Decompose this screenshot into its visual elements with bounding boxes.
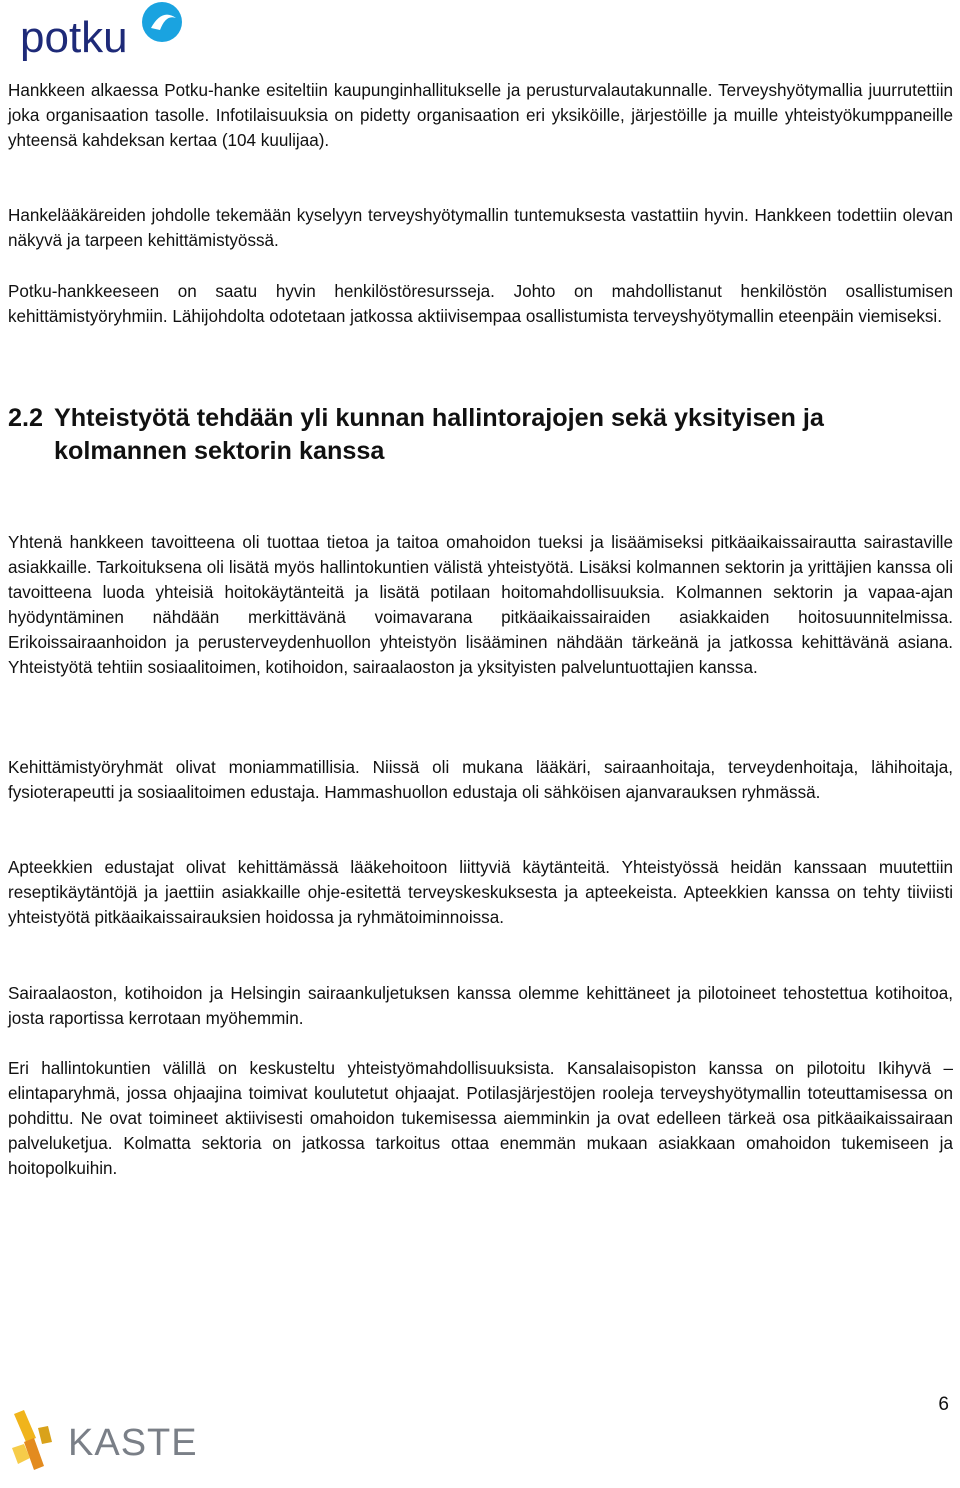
paragraph-sentence: Kolmannen sektorin ja vapaa-ajan hyödyntäminen nähdään merkittävänä voimavarana pitkäaikaissairaiden asiakkaiden hoitosuunnitelmissa. — [8, 583, 954, 627]
paragraph-sentence: Kolmatta sektoria on jatkossa tarkoitus ottaa enemmän mukaan asiakkaan omahoidon tukemiseen ja hoitopolkuihin. — [8, 1134, 953, 1178]
section-number: 2.2 — [8, 404, 44, 432]
paragraph-sentence: Apteekkien kanssa on tehty tiiviisti yhteistyötä pitkäaikaissairauksien hoidossa ja ryhmätoiminnoissa. — [8, 883, 953, 927]
potku-logo-text: potku — [20, 13, 128, 62]
paragraph-sentence: Hammashuollon edustaja oli sähköisen ajanvarauksen ryhmässä. — [319, 783, 821, 802]
paragraph-sentence: Infotilaisuuksia on pidetty organisaation eri yksiköille, järjestöille ja muille yhteistyökumppaneille yhteensä kahdeksan kertaa (104 kuulijaa). — [8, 106, 953, 150]
kaste-logo-mark — [12, 1410, 52, 1470]
paragraph-sentence: Yhteistyötä tehtiin sosiaalitoimen, kotihoidon, sairaalaoston ja yksityisten palveluntuottajien kanssa. — [8, 658, 758, 677]
paragraph-sentence: Ne ovat toimineet aktiivisesti omahoidon tukemisessa aiemminkin ja ovat edelleen tärkeä osa pitkäaikaissairaan palveluketjua. — [8, 1109, 953, 1153]
paragraph-sentence: Tarkoituksena oli lisätä myös hallintokuntien välistä yhteistyötä. — [91, 558, 574, 577]
paragraph-sentence: Niissä oli mukana lääkäri, sairaanhoitaja, terveydenhoitaja, lähihoitaja, fysioterapeutti ja sosiaalitoimen edustaja. — [8, 758, 953, 802]
potku-logo — [20, 0, 190, 64]
paragraph-pharmacies — [8, 855, 953, 930]
paragraph-sentence: Potku-hankkeeseen on saatu hyvin henkilöstöresursseja. — [8, 282, 495, 301]
section-title-line1: Yhteistyötä tehdään yli kunnan hallintorajojen sekä yksityisen ja — [54, 404, 824, 432]
paragraph-sentence: Lähijohdolta odotetaan jatkossa aktiivisempaa osallistumista terveyshyötymallin eteenpäin viemiseksi. — [167, 307, 942, 326]
paragraph-sentence: Yhteistyössä heidän kanssaan muutettiin reseptikäytäntöjä ja jaettiin asiakkaille ohje-esitettä terveyskeskuksesta ja apteekeista. — [8, 858, 954, 902]
paragraph-cooperation — [8, 1056, 953, 1181]
paragraph-goals — [8, 530, 953, 680]
paragraph-sentence: Yhtenä hankkeen tavoitteena oli tuottaa tietoa ja taitoa omahoidon tueksi ja lisäämiseksi pitkäaikaissairautta sairastaville asiakkaille. — [8, 533, 953, 577]
page-number: 6 — [938, 1394, 949, 1415]
paragraph-sentence: Kansalaisopiston kanssa on pilotoitu Ikihyvä –elintaparyhmä, jossa ohjaajina toimivat koulutetut ohjaajat. — [8, 1059, 953, 1103]
paragraph-sentence: Apteekkien edustajat olivat kehittämässä lääkehoitoon liittyviä käytänteitä. — [8, 858, 610, 877]
paragraph-working-groups — [8, 755, 953, 805]
paragraph-home-care — [8, 981, 953, 1031]
paragraph-sentence: Lisäksi kolmannen sektorin ja yrittäjien kanssa oli tavoitteena luoda yhteisiä hoitokäytänteitä ja lisätä potilaan hoitomahdollisuuksia. — [8, 558, 953, 602]
paragraph-sentence: Kehittämistyöryhmät olivat moniammatillisia. — [8, 758, 360, 777]
paragraph-sentence: Hankelääkäreiden johdolle tekemään kyselyyn terveyshyötymallin tuntemuksesta vastattiin hyvin. Hankkeen todettiin olevan näkyvä ja tarpeen kehittämistyössä. — [8, 206, 953, 250]
paragraph-sentence: Johto on mahdollistanut henkilöstön osallistumisen kehittämistyöryhmiin. — [8, 282, 953, 326]
paragraph-sentence: Potilasjärjestöjen rooleja terveyshyötymallin toteuttamisessa on pohdittu. — [8, 1084, 953, 1128]
paragraph-sentence: Erikoissairaanhoidon ja perusterveydenhuollon yhteistyön lisääminen nähdään tärkeänä ja jatkossa kehittävänä asiana. — [8, 633, 953, 652]
paragraph-sentence: Eri hallintokuntien välillä on keskusteltu yhteistyömahdollisuuksista. — [8, 1059, 555, 1078]
section-heading — [8, 402, 953, 468]
paragraph-survey — [8, 203, 953, 253]
paragraph-sentence: Hankkeen alkaessa Potku-hanke esiteltiin kaupunginhallitukselle ja perusturvalautakunnalle. Terveyshyötymallia juurrutettiin joka organisaation tasolle. — [8, 81, 953, 125]
paragraph-sentence: Sairaalaoston, kotihoidon ja Helsingin sairaankuljetuksen kanssa olemme kehittäneet ja pilotoineet tehostettua kotihoitoa, josta raportissa kerrotaan myöhemmin. — [8, 984, 953, 1028]
kaste-logo-text: KASTE — [68, 1422, 198, 1464]
paragraph-resources — [8, 279, 953, 329]
paragraph-intro — [8, 78, 953, 153]
kaste-logo — [10, 1408, 220, 1472]
section-title-line2: kolmannen sektorin kanssa — [54, 437, 385, 465]
